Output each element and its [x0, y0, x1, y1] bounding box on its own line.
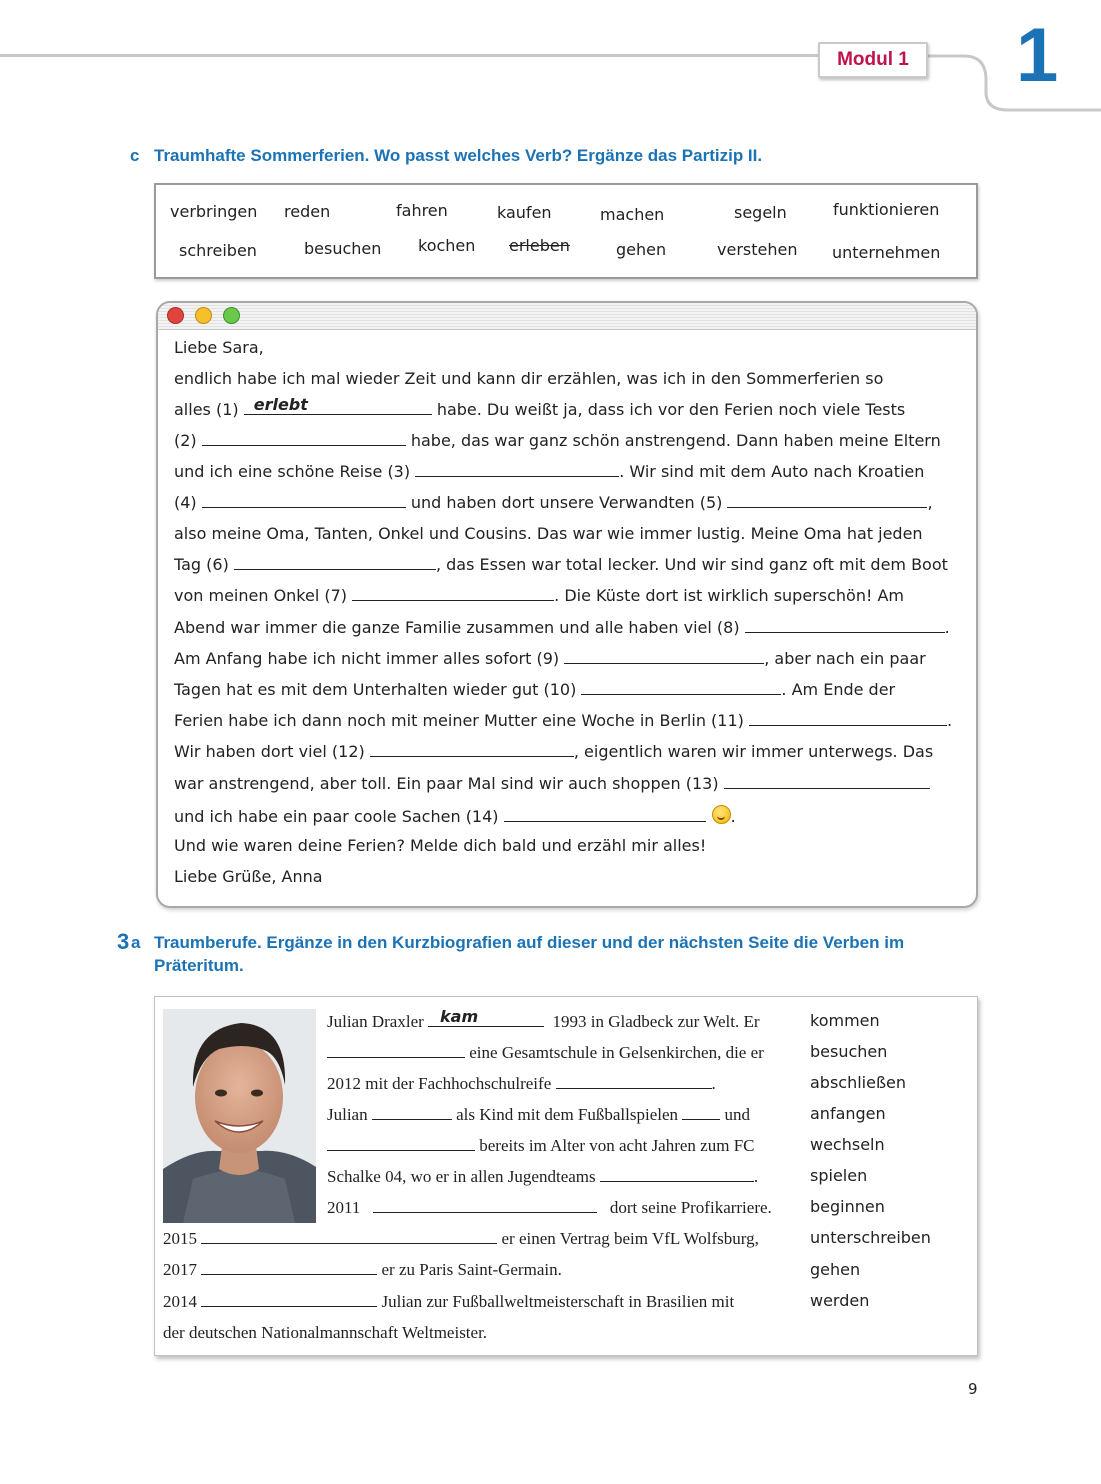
chapter-number: 1: [1016, 13, 1059, 98]
infinitive-verb: werden: [810, 1291, 870, 1310]
answer-blank-13[interactable]: [724, 774, 930, 789]
task-c-instruction: Traumhafte Sommerferien. Wo passt welches Verb? Ergänze das Partizip II.: [154, 146, 763, 165]
bio-line: [327, 1074, 716, 1094]
text-segment: . Am Ende der: [781, 680, 896, 699]
verb-word: fahren: [396, 201, 448, 220]
bio-blank-2[interactable]: [327, 1043, 465, 1058]
text-segment: Ferien habe ich dann noch mit meiner Mutter eine Woche in Berlin (11): [174, 711, 744, 730]
bio-blank-4[interactable]: [372, 1105, 452, 1120]
bio-line: [327, 1043, 764, 1063]
close-dot-icon[interactable]: [167, 307, 184, 324]
bio-line: [327, 1136, 755, 1156]
bio-line: [163, 1292, 734, 1312]
answer-blank-12[interactable]: [370, 742, 574, 757]
text-segment: Tagen hat es mit dem Unterhalten wieder gut (10): [174, 680, 577, 699]
letter-line: [174, 805, 736, 826]
text-segment: Am Anfang habe ich nicht immer alles sofort (9): [174, 649, 560, 668]
verb-word: verbringen: [170, 202, 258, 221]
text-segment: . Die Küste dort ist wirklich superschön! Am: [554, 586, 904, 605]
text-segment: als Kind mit dem Fußballspielen: [456, 1105, 679, 1124]
task-number-3: 3: [117, 929, 130, 954]
answer-blank-4[interactable]: [202, 493, 406, 508]
text-segment: .: [944, 618, 950, 637]
infinitive-verb: gehen: [810, 1260, 861, 1279]
text-segment: Julian zur Fußballweltmeisterschaft in Brasilien mit: [381, 1292, 735, 1311]
text-segment: .: [753, 1167, 759, 1186]
answer-blank-7[interactable]: [352, 586, 554, 601]
bio-blank-3[interactable]: [556, 1074, 712, 1089]
letter-line: [174, 774, 930, 793]
bio-blank-11[interactable]: [201, 1292, 377, 1307]
bio-line: [163, 1229, 759, 1249]
verb-word: kaufen: [497, 203, 552, 222]
letter-line: Und wie waren deine Ferien? Melde dich bald und erzähl mir alles!: [174, 836, 707, 855]
window-titlebar: [158, 303, 976, 330]
letter-line: [174, 555, 948, 574]
text-segment: 2017: [163, 1260, 197, 1279]
text-segment: . Wir sind mit dem Auto nach Kroatien: [619, 462, 925, 481]
bio-blank-10[interactable]: [201, 1260, 377, 1275]
text-segment: (4): [174, 493, 197, 512]
text-segment: eine Gesamtschule in Gelsenkirchen, die er: [469, 1043, 764, 1062]
text-segment: 2011: [327, 1198, 361, 1217]
page-number: 9: [968, 1380, 978, 1398]
text-segment: Schalke 04, wo er in allen Jugendteams: [327, 1167, 596, 1186]
letter-line: endlich habe ich mal wieder Zeit und kann dir erzählen, was ich in den Sommerferien so: [174, 369, 884, 388]
task-letter-c: c: [130, 146, 140, 165]
answer-blank-11[interactable]: [749, 711, 947, 726]
task-letter-a: a: [131, 933, 141, 952]
answer-blank-5[interactable]: [727, 493, 927, 508]
text-segment: habe, das war ganz schön anstrengend. Dann haben meine Eltern: [410, 431, 941, 450]
verb-word: kochen: [418, 236, 476, 255]
verb-word: verstehen: [717, 240, 798, 259]
letter-line: [174, 395, 906, 419]
bio-line: der deutschen Nationalmannschaft Weltmeister.: [163, 1323, 488, 1342]
text-segment: er zu Paris Saint-Germain.: [381, 1260, 562, 1279]
verb-word-struck: erleben: [509, 236, 570, 255]
verb-word: schreiben: [179, 241, 257, 260]
bio-blank-6[interactable]: [327, 1136, 475, 1151]
text-segment: 2015: [163, 1229, 197, 1248]
infinitive-verb: spielen: [810, 1166, 868, 1185]
handwritten-answer: erlebt: [253, 395, 308, 414]
text-segment: und ich habe ein paar coole Sachen (14): [174, 807, 499, 826]
bio-blank-7[interactable]: [600, 1167, 754, 1182]
infinitive-verb: beginnen: [810, 1197, 885, 1216]
text-segment: Julian Draxler: [327, 1012, 424, 1031]
text-segment: er einen Vertrag beim VfL Wolfsburg,: [501, 1229, 759, 1248]
letter-line: also meine Oma, Tanten, Onkel und Cousins. Das war wie immer lustig. Meine Oma hat jeden: [174, 524, 923, 543]
infinitive-verb: unterschreiben: [810, 1228, 931, 1247]
verb-word: funktionieren: [833, 200, 940, 219]
text-segment: und: [724, 1105, 751, 1124]
bio-blank-5[interactable]: [682, 1105, 720, 1120]
answer-blank-10[interactable]: [581, 680, 781, 695]
text-segment: 2014: [163, 1292, 197, 1311]
letter-line: [174, 711, 952, 730]
text-segment: und ich eine schöne Reise (3): [174, 462, 411, 481]
text-segment: , das Essen war total lecker. Und wir sind ganz oft mit dem Boot: [435, 555, 948, 574]
answer-blank-2[interactable]: [202, 431, 406, 446]
letter-closing: Liebe Grüße, Anna: [174, 867, 323, 886]
text-segment: und haben dort unsere Verwandten (5): [410, 493, 723, 512]
answer-blank-3[interactable]: [415, 462, 619, 477]
bio-blank-1[interactable]: [428, 1007, 544, 1027]
letter-greeting: Liebe Sara,: [174, 338, 264, 357]
bio-line: [327, 1198, 772, 1218]
maximize-dot-icon[interactable]: [223, 307, 240, 324]
text-segment: 1993 in Gladbeck zur Welt. Er: [552, 1012, 760, 1031]
minimize-dot-icon[interactable]: [195, 307, 212, 324]
modul-label: Modul 1: [818, 42, 928, 78]
bio-line: [327, 1007, 760, 1032]
verb-word: besuchen: [304, 239, 382, 258]
text-segment: Tag (6): [174, 555, 229, 574]
text-segment: alles (1): [174, 400, 239, 419]
verb-word: reden: [284, 202, 331, 221]
header-tab-outline: [924, 40, 1101, 120]
letter-line: [174, 462, 924, 481]
text-segment: dort seine Profikarriere.: [609, 1198, 772, 1217]
verb-box: [154, 183, 978, 279]
verb-word: unternehmen: [832, 243, 941, 262]
handwritten-answer: kam: [440, 1007, 479, 1026]
letter-line: [174, 618, 950, 637]
answer-blank-6[interactable]: [234, 555, 436, 570]
letter-line: [174, 742, 933, 761]
player-photo: [163, 1009, 316, 1223]
text-segment: Julian: [327, 1105, 368, 1124]
text-segment: Abend war immer die ganze Familie zusammen und alle haben viel (8): [174, 618, 740, 637]
infinitive-verb: kommen: [810, 1011, 880, 1030]
infinitive-verb: besuchen: [810, 1042, 888, 1061]
verb-word: gehen: [616, 240, 667, 259]
header-rule: [0, 54, 830, 57]
text-segment: .: [711, 1074, 716, 1093]
text-segment: von meinen Onkel (7): [174, 586, 348, 605]
bio-line: [327, 1105, 750, 1125]
letter-line: [174, 493, 933, 512]
letter-line: [174, 649, 926, 668]
text-segment: bereits im Alter von acht Jahren zum FC: [479, 1136, 755, 1155]
bio-line: [327, 1167, 758, 1187]
text-segment: , aber nach ein paar: [764, 649, 926, 668]
infinitive-verb: abschließen: [810, 1073, 907, 1092]
infinitive-verb: wechseln: [810, 1135, 885, 1154]
answer-blank-9[interactable]: [564, 649, 764, 664]
bio-blank-9[interactable]: [201, 1229, 497, 1244]
bio-blank-8[interactable]: [373, 1198, 597, 1213]
smiley-icon: [712, 805, 731, 824]
letter-line: [174, 431, 941, 450]
task-3a-instruction-line1: Traumberufe. Ergänze in den Kurzbiografien auf dieser und der nächsten Seite die Verben im: [154, 933, 905, 952]
text-segment: habe. Du weißt ja, dass ich vor den Ferien noch viele Tests: [436, 400, 906, 419]
answer-blank-1[interactable]: [244, 395, 432, 415]
text-segment: Wir haben dort viel (12): [174, 742, 365, 761]
verb-word: machen: [600, 205, 665, 224]
text-segment: war anstrengend, aber toll. Ein paar Mal sind wir auch shoppen (13): [174, 774, 719, 793]
text-segment: 2012 mit der Fachhochschulreife: [327, 1074, 552, 1093]
verb-word: segeln: [734, 203, 787, 222]
text-segment: .: [730, 807, 736, 826]
bio-line: [163, 1260, 562, 1280]
text-segment: .: [946, 711, 953, 730]
text-segment: ,: [927, 493, 933, 512]
letter-line: [174, 586, 904, 605]
answer-blank-14[interactable]: [504, 807, 706, 822]
text-segment: (2): [174, 431, 197, 450]
answer-blank-8[interactable]: [745, 618, 945, 633]
letter-line: [174, 680, 895, 699]
text-segment: , eigentlich waren wir immer unterwegs. Das: [573, 742, 934, 761]
infinitive-verb: anfangen: [810, 1104, 886, 1123]
task-3a-instruction-line2: Präteritum.: [154, 956, 244, 975]
